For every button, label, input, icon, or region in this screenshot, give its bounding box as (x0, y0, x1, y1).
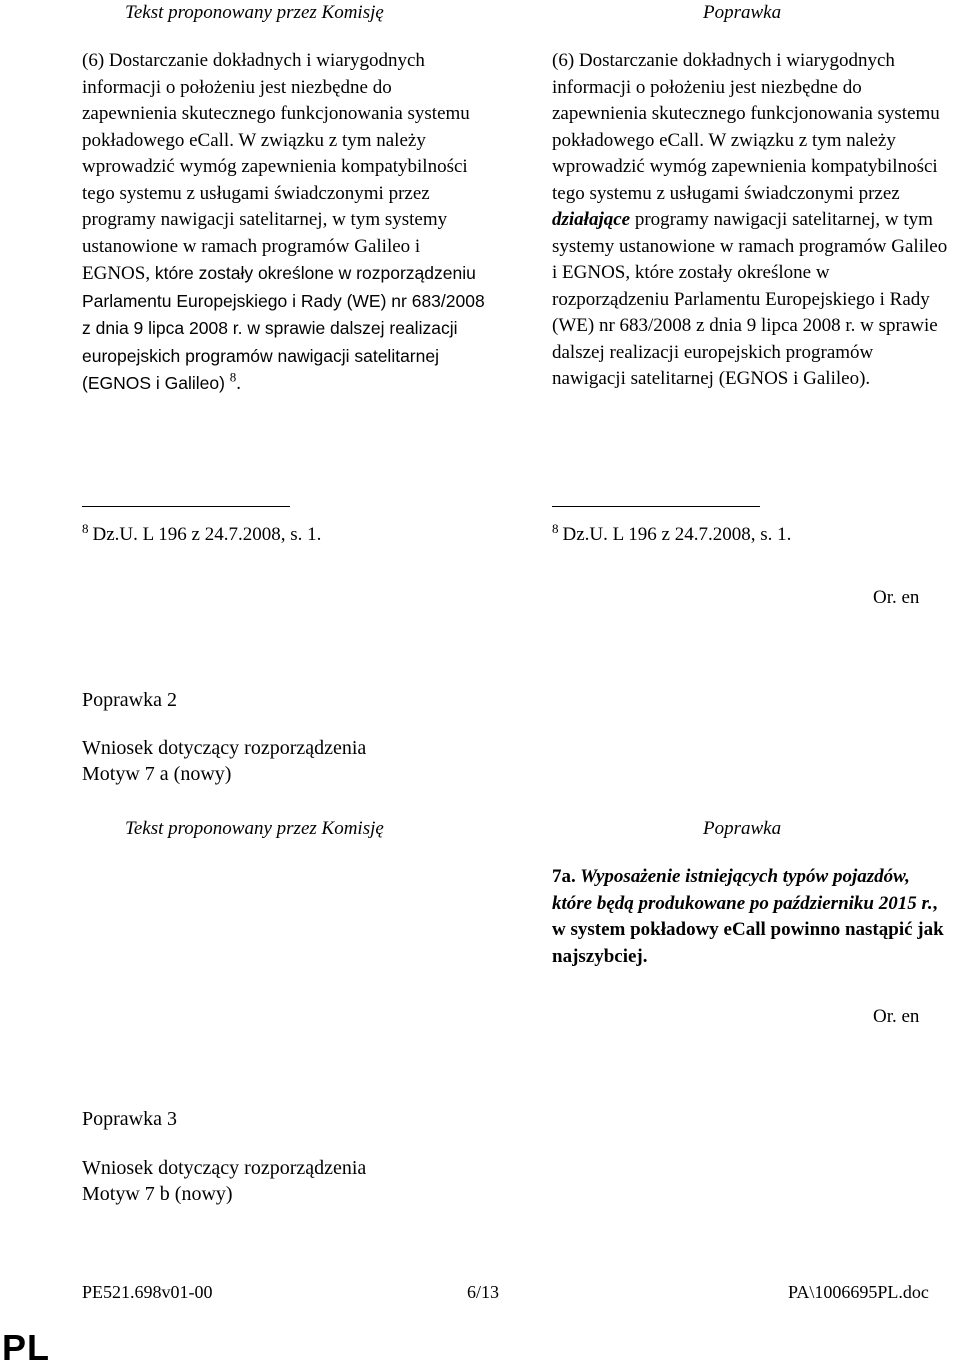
amendment-proposal: Wniosek dotyczący rozporządzenia (82, 1157, 367, 1179)
amendment-title: Poprawka 3 (82, 1108, 177, 1130)
footnote-text: Dz.U. L 196 z 24.7.2008, s. 1. (562, 524, 792, 545)
left-column-header: Tekst proponowany przez Komisję (125, 818, 384, 839)
right-text-part-b: programy nawigacji satelitarnej, w tym systemy ustanowione w ramach programów Galileo i EGNOS, które zostały określone w rozporządzeniu Parlamentu Europejskiego i Rady (WE) nr 683/2008 z dnia 9 lipca 2008 r. w sprawie dalszej realizacji europejskich programów nawigacji satelitarnej (EGNOS i Galileo). (552, 209, 948, 389)
language-tag: PL (2, 1327, 51, 1368)
amendment-proposal: Wniosek dotyczący rozporządzenia (82, 737, 367, 759)
footnote-number: 8 (552, 520, 559, 536)
right-column-header: Poprawka (703, 2, 782, 23)
footnote-number: 8 (82, 520, 89, 536)
left-column-text (82, 48, 487, 398)
right-text-part-a: (6) Dostarczanie dokładnych i wiarygodnych informacji o położeniu jest niezbędne do zapewnienia skutecznego funkcjonowania systemu pokładowego eCall. W związku z tym należy wprowadzić wymóg zapewnienia kompatybilności tego systemu z usługami świadczonymi przez (552, 50, 940, 204)
amendment-title: Poprawka 2 (82, 689, 177, 711)
amendment-recital: Motyw 7 b (nowy) (82, 1183, 233, 1205)
right-footnote-rule (552, 506, 760, 507)
recital-number: 7a. (552, 866, 576, 887)
right-footnote (552, 520, 792, 547)
footnote-reference: 8 (229, 369, 237, 385)
left-column-header: Tekst proponowany przez Komisję (125, 2, 384, 23)
amendment-text (552, 864, 950, 970)
right-column-header: Poprawka (703, 818, 782, 839)
left-text-sans: które zostały określone w rozporządzeniu Parlamentu Europejskiego i Rady (WE) nr 683/2008 z dnia 9 lipca 2008 r. w sprawie dalszej realizacji europejskich programów nawigacji satelitarnej (EGNOS i Galileo) (82, 263, 485, 393)
footer-page-number: 6/13 (467, 1282, 500, 1302)
amendment-text-part-b: , w system pokładowy eCall powinno nastąpić jak najszybciej. (552, 892, 944, 967)
amendment-text-part-a: Wyposażenie istniejących typów pojazdów, które będą produkowane po październiku 2015 r. (552, 866, 933, 914)
left-text-serif: (6) Dostarczanie dokładnych i wiarygodnych informacji o położeniu jest niezbędne do zapewnienia skutecznego funkcjonowania systemu pokładowego eCall. W związku z tym należy wprowadzić wymóg zapewnienia kompatybilności tego systemu z usługami świadczonymi przez programy nawigacji satelitarnej, w tym systemy ustanowione w ramach programów Galileo i EGNOS, (82, 50, 470, 284)
original-language: Or. en (873, 1006, 920, 1027)
left-footnote-rule (82, 506, 290, 507)
footer-doc-id: PE521.698v01-00 (82, 1282, 213, 1302)
left-footnote (82, 520, 322, 547)
footnote-text: Dz.U. L 196 z 24.7.2008, s. 1. (92, 524, 322, 545)
right-text-emphasis: działające (552, 209, 631, 230)
right-column-text (552, 48, 950, 393)
amendment-recital: Motyw 7 a (nowy) (82, 763, 232, 785)
original-language: Or. en (873, 587, 920, 608)
left-text-end: . (236, 373, 241, 394)
footer-file-name: PA\1006695PL.doc (788, 1282, 929, 1302)
